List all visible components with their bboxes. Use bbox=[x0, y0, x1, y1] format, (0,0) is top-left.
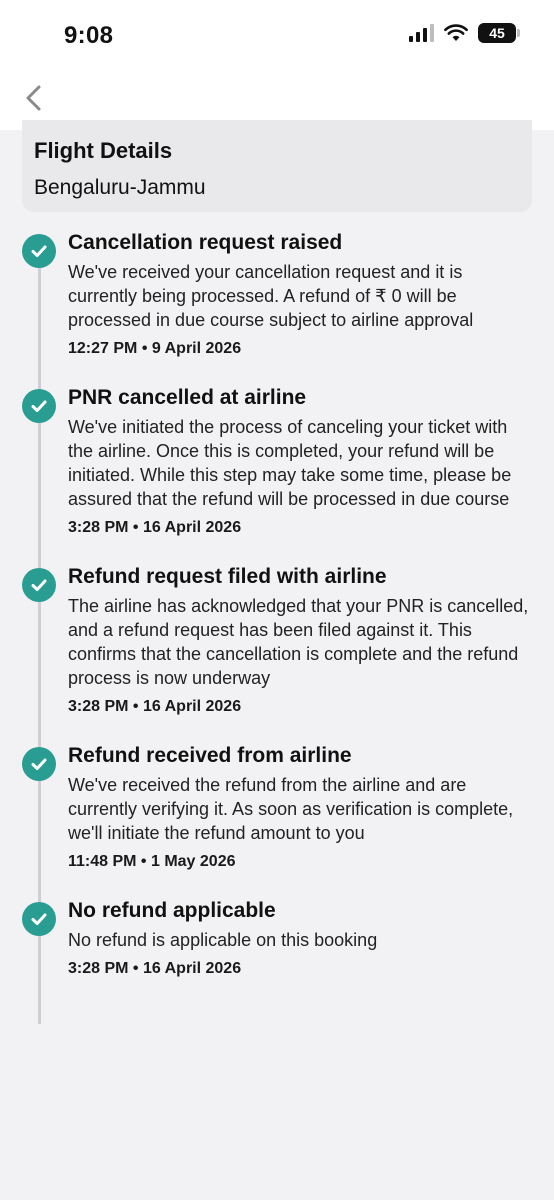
step-description: We've received the refund from the airline and are currently verifying it. As soon as verification is complete, we'll initiate the refund amount to you bbox=[68, 775, 514, 843]
step-title: Refund request filed with airline bbox=[68, 565, 387, 588]
cellular-signal-icon bbox=[409, 24, 434, 42]
status-icons bbox=[409, 23, 516, 43]
step-timestamp: 3:28 PM • 16 April 2026 bbox=[68, 960, 242, 977]
timeline-step bbox=[0, 228, 554, 361]
step-description: We've received your cancellation request and it is currently being processed. A refund of ₹ 0 will be processed in due course subject to airline approval bbox=[68, 262, 474, 330]
step-timestamp: 12:27 PM • 9 April 2026 bbox=[68, 340, 242, 357]
check-circle-icon bbox=[22, 234, 56, 268]
chevron-left-icon[interactable] bbox=[22, 84, 46, 112]
wifi-icon bbox=[444, 24, 468, 42]
step-title: PNR cancelled at airline bbox=[68, 386, 307, 409]
check-circle-icon bbox=[22, 902, 56, 936]
flight-details-title: Flight Details bbox=[34, 138, 173, 163]
check-circle-icon bbox=[22, 568, 56, 602]
step-title: No refund applicable bbox=[68, 899, 276, 922]
step-description: We've initiated the process of canceling your ticket with the airline. Once this is completed, your refund will be initiated. While this step may take some time, please be assured that the refund will be processed in due course bbox=[68, 417, 512, 509]
refund-timeline bbox=[0, 224, 554, 1003]
timeline-step bbox=[0, 383, 554, 540]
timeline-step bbox=[0, 741, 554, 874]
check-circle-icon bbox=[22, 747, 56, 781]
step-title: Refund received from airline bbox=[68, 744, 352, 767]
status-time: 9:08 bbox=[64, 22, 114, 49]
step-title: Cancellation request raised bbox=[68, 231, 343, 254]
step-timestamp: 3:28 PM • 16 April 2026 bbox=[68, 519, 242, 536]
battery-icon bbox=[478, 23, 516, 43]
timeline-step bbox=[0, 562, 554, 719]
step-description: No refund is applicable on this booking bbox=[68, 930, 378, 950]
top-bar bbox=[0, 0, 554, 130]
check-circle-icon bbox=[22, 389, 56, 423]
step-timestamp: 11:48 PM • 1 May 2026 bbox=[68, 853, 236, 870]
flight-details-card bbox=[22, 120, 532, 212]
step-description: The airline has acknowledged that your PNR is cancelled, and a refund request has been filed against it. This confirms that the cancellation is complete and the refund process is now underway bbox=[68, 596, 529, 688]
timeline-step bbox=[0, 896, 554, 981]
battery-level: 45 bbox=[489, 25, 505, 41]
status-bar bbox=[0, 0, 554, 76]
step-timestamp: 3:28 PM • 16 April 2026 bbox=[68, 698, 242, 715]
flight-route: Bengaluru-Jammu bbox=[34, 176, 206, 199]
